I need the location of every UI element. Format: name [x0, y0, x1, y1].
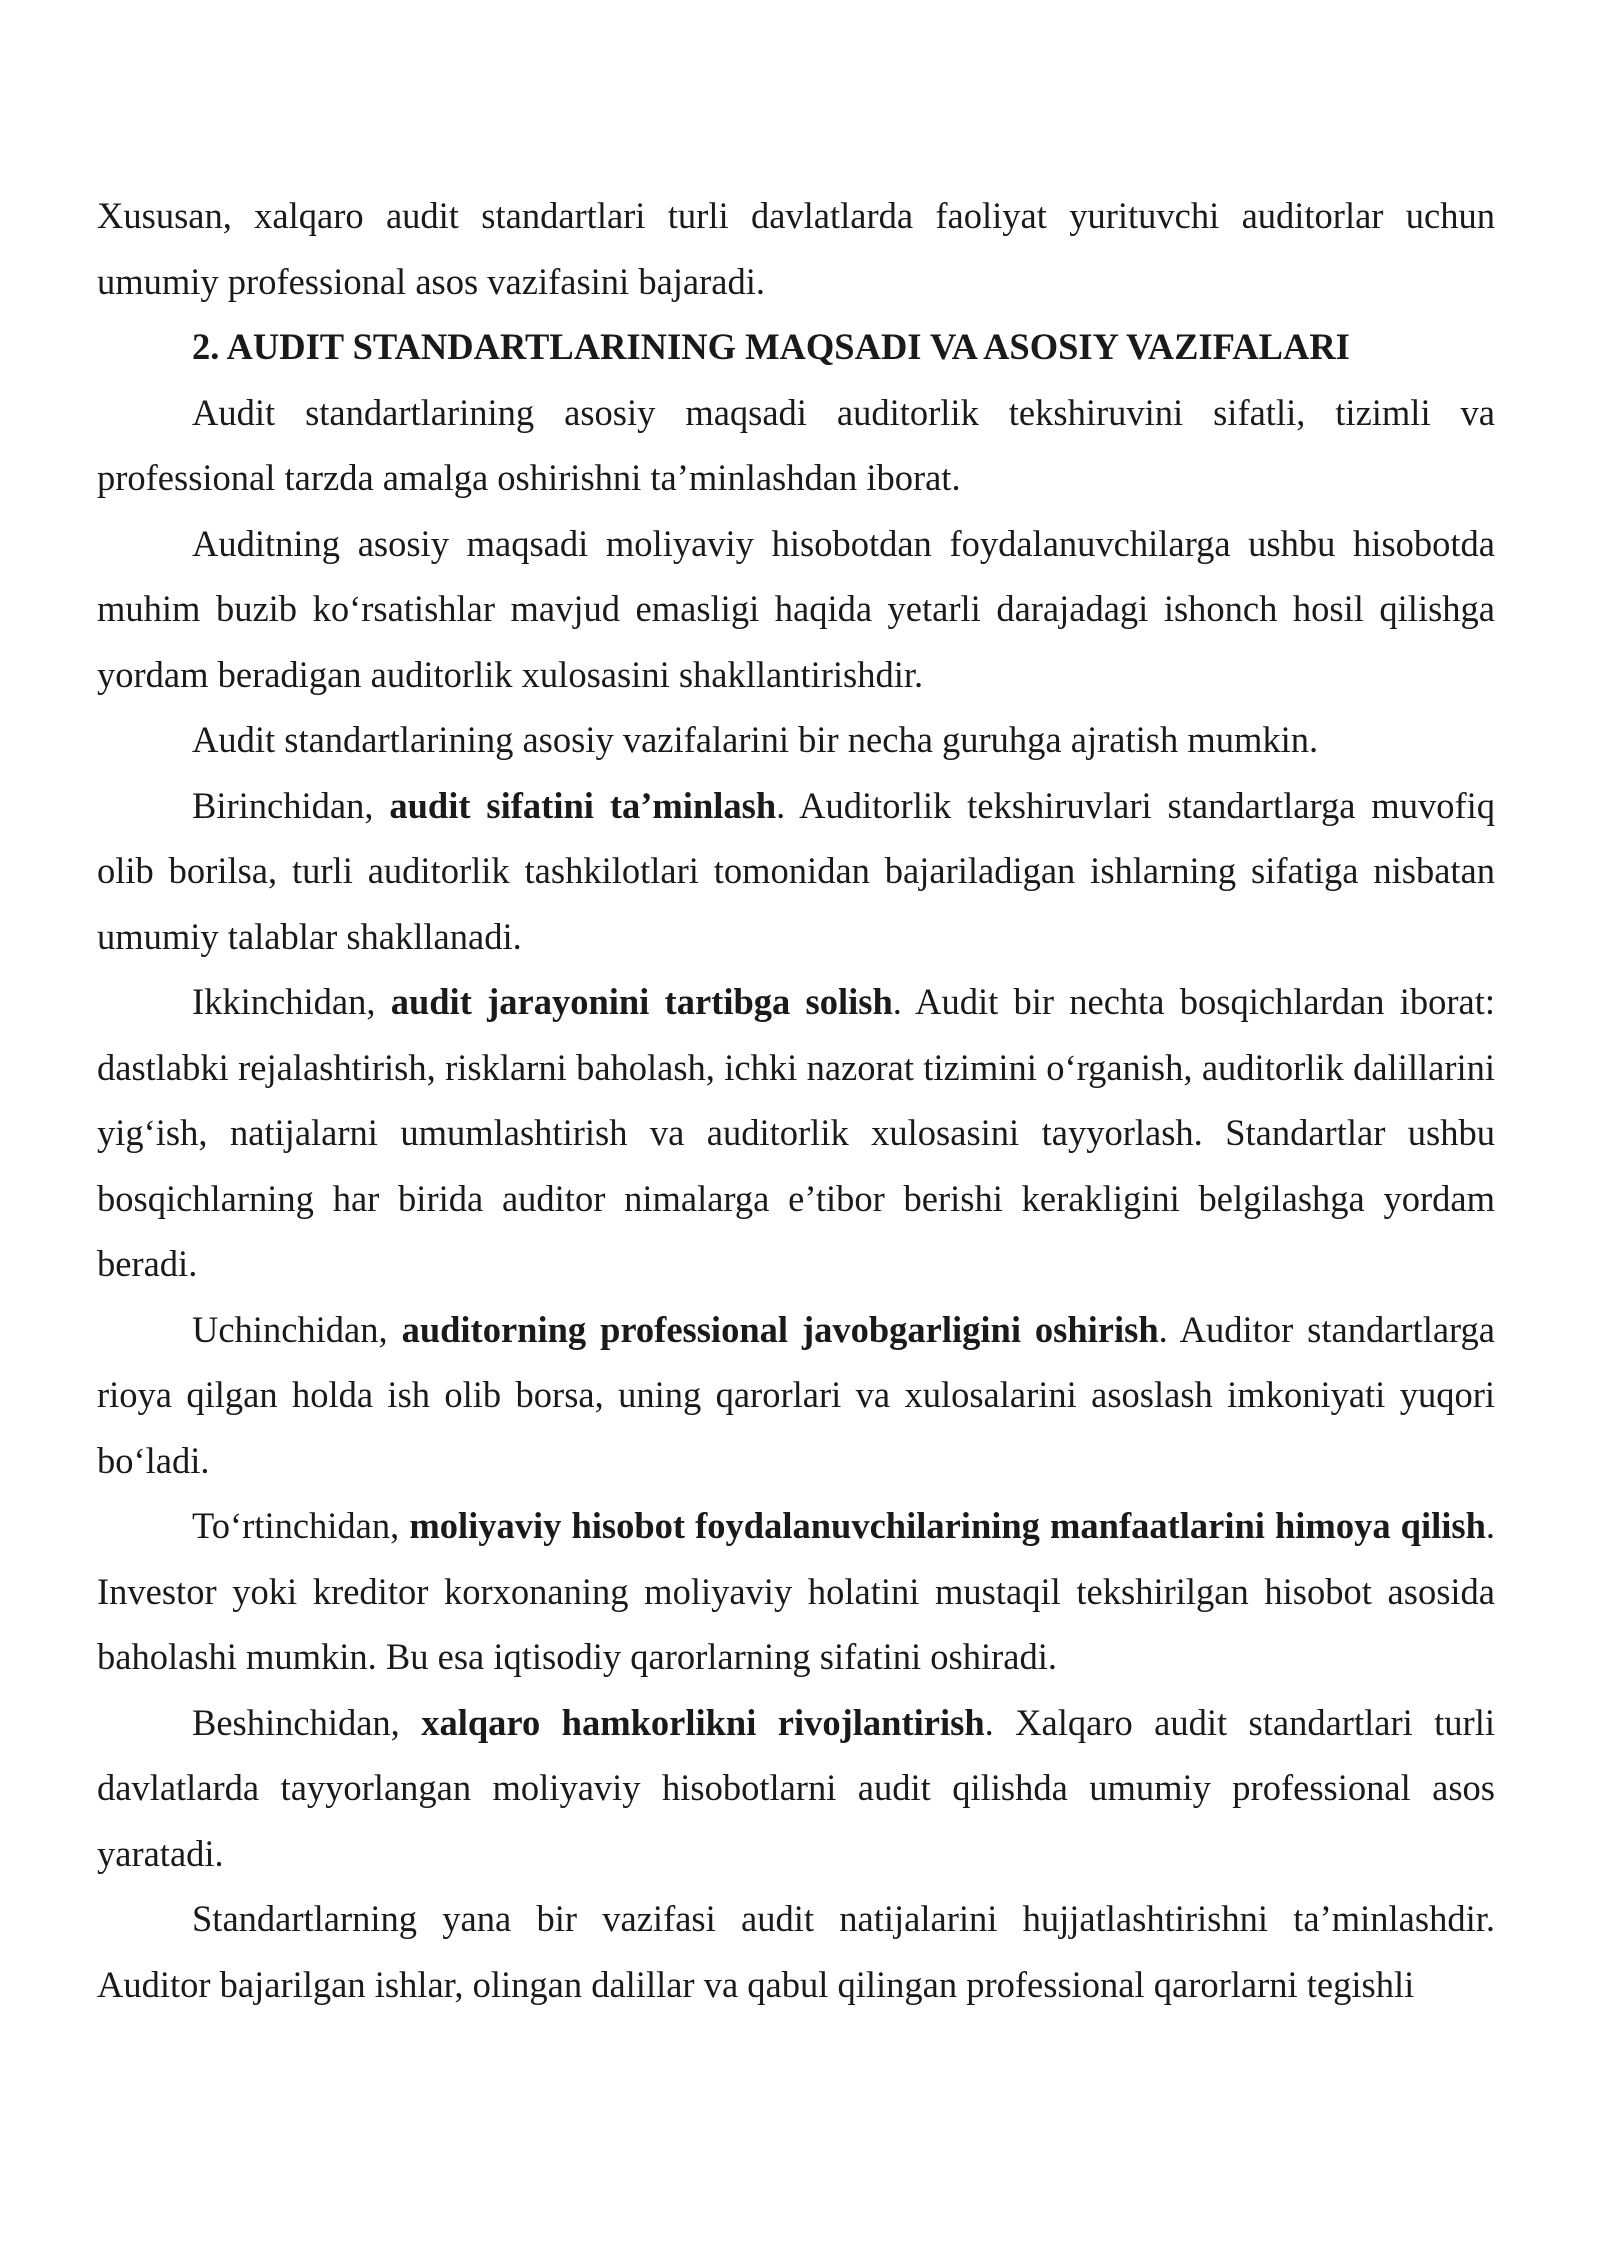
paragraph-8-rest: . Investor yoki kreditor korxonaning moliyaviy holatini mustaqil tekshirilgan hisobot asosida baholashi mumkin. Bu esa iqtisodiy qarorlarning sifatini oshiradi.: [97, 1505, 1495, 1677]
paragraph-6-rest: . Audit bir nechta bosqichlardan iborat: dastlabki rejalashtirish, risklarni baholash, ichki nazorat tizimini o‘rganish, auditorlik dalillarini yig‘ish, natijalarni umumlashtirish va auditorlik xulosasini tayyorlash. Standartlar ushbu bosqichlarning har birida auditor nimalarga e’tibor berishi kerakligini belgilashga yordam beradi.: [97, 981, 1495, 1284]
paragraph-2: Audit standartlarining asosiy maqsadi auditorlik tekshiruvini sifatli, tizimli va professional tarzda amalga oshirishni ta’minlashdan iborat.: [97, 391, 1495, 498]
section-heading: 2. AUDIT STANDARTLARINING MAQSADI VA ASOSIY VAZIFALARI: [192, 326, 1350, 367]
paragraph-9-bold: xalqaro hamkorlikni rivojlantirish: [421, 1701, 985, 1743]
paragraph-9-lead: Beshinchidan,: [192, 1701, 422, 1743]
paragraph-6: [97, 969, 1495, 1297]
paragraph-7-bold: auditorning professional javobgarligini oshirish: [401, 1308, 1159, 1350]
paragraph-8: [97, 1493, 1495, 1690]
paragraph-1: Xususan, xalqaro audit standartlari turli davlatlarda faoliyat yurituvchi auditorlar uchun umumiy professional asos vazifasini bajaradi.: [97, 195, 1495, 302]
paragraph-10: Standartlarning yana bir vazifasi audit natijalarini hujjatlashtirishni ta’minlashdir. Auditor bajarilgan ishlar, olingan dalillar va qabul qilingan professional qarorlarni tegishli: [97, 1898, 1495, 2005]
paragraph-5-rest: . Auditorlik tekshiruvlari standartlarga muvofiq olib borilsa, turli auditorlik tashkilotlari tomonidan bajariladigan ishlarning sifatiga nisbatan umumiy talablar shakllanadi.: [97, 784, 1495, 957]
paragraph-7: [97, 1297, 1495, 1494]
paragraph-5: [97, 773, 1495, 970]
paragraph-7-lead: Uchinchidan,: [192, 1308, 402, 1350]
paragraph-5-bold: audit sifatini ta’minlash: [389, 784, 777, 826]
document-page: [97, 183, 1495, 2017]
paragraph-9: [97, 1690, 1495, 1887]
paragraph-6-bold: audit jarayonini tartibga solish: [390, 981, 893, 1022]
paragraph-4: Audit standartlarining asosiy vazifalarini bir necha guruhga ajratish mumkin.: [192, 719, 1319, 760]
paragraph-8-lead: To‘rtinchidan,: [192, 1505, 410, 1546]
paragraph-5-lead: Birinchidan,: [192, 784, 390, 826]
paragraph-7-rest: . Auditor standartlarga rioya qilgan holda ish olib borsa, uning qarorlari va xulosalarini asoslash imkoniyati yuqori bo‘ladi.: [97, 1308, 1495, 1481]
paragraph-3: Auditning asosiy maqsadi moliyaviy hisobotdan foydalanuvchilarga ushbu hisobotda muhim buzib ko‘rsatishlar mavjud emasligi haqida yetarli darajadagi ishonch hosil qilishga yordam beradigan auditorlik xulosasini shakllantirishdir.: [97, 522, 1495, 695]
paragraph-6-lead: Ikkinchidan,: [192, 981, 391, 1022]
paragraph-9-rest: . Xalqaro audit standartlari turli davlatlarda tayyorlangan moliyaviy hisobotlarni audit qilishda umumiy professional asos yaratadi.: [97, 1701, 1495, 1874]
paragraph-8-bold: moliyaviy hisobot foydalanuvchilarining manfaatlarini himoya qilish: [409, 1505, 1486, 1546]
